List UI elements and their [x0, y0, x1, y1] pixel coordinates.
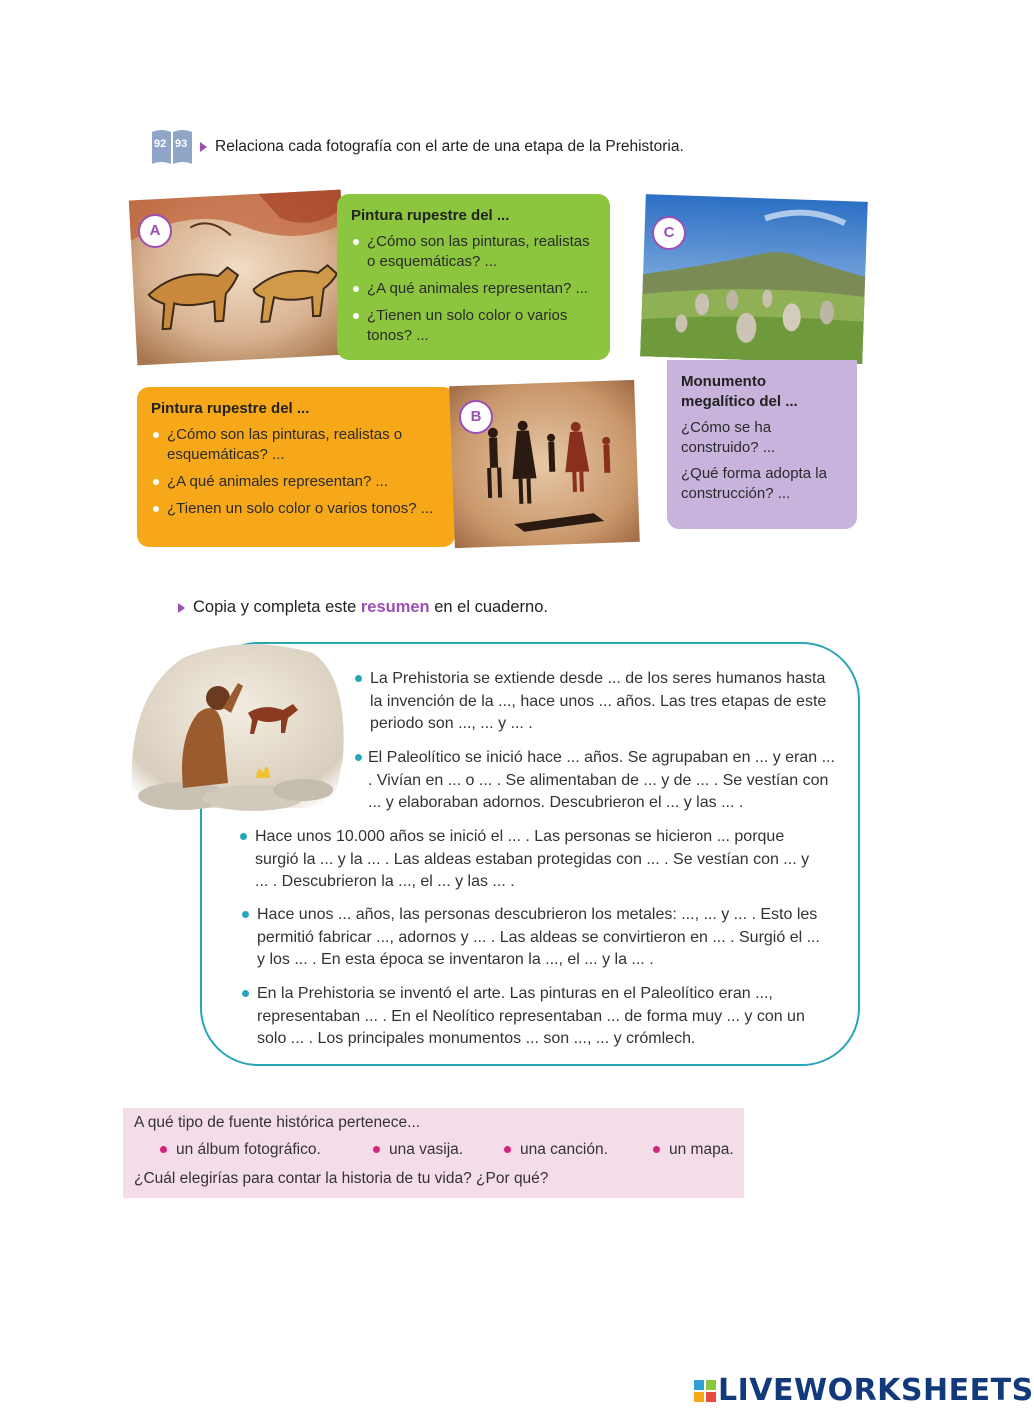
summary-item [368, 747, 842, 815]
summary-text-2: El Paleolítico se inició hace ... años. Se agrupaban en ... y eran ... . Vivían en ... o ... . Se alimentaban de ... y de ... . Se vestían con ... y elaboraban adornos. Descubrieron el ... y las ... . [368, 749, 835, 811]
source-option: un mapa. [653, 1141, 734, 1159]
source-option: un álbum fotográfico. [160, 1141, 321, 1159]
liveworksheets-logo: LIVEWORKSHEETS [718, 1373, 1034, 1408]
badge-c: C [652, 216, 686, 250]
summary-text-5: En la Prehistoria se inventó el arte. Las pinturas en el Paleolítico eran ..., representaban ... . En el Neolítico representaban ... de forma muy ... y con un solo ... . Los principales monumentos ... son ..., ... y crómlech. [257, 985, 805, 1047]
sources-question: A qué tipo de fuente histórica pertenece... [134, 1114, 421, 1131]
summary-item [370, 668, 840, 736]
book-pages-icon [150, 128, 194, 166]
bullet-icon [653, 1146, 660, 1153]
card-b-question: ¿A qué animales representan? ... [151, 472, 441, 492]
card-a-title: Pintura rupestre del ... [351, 207, 510, 224]
bullet-icon [240, 833, 247, 840]
summary-item [255, 826, 825, 894]
bullet-icon [373, 1146, 380, 1153]
card-b-neolithic-painting [137, 387, 455, 547]
source-option: una canción. [504, 1141, 608, 1159]
bullet-icon [504, 1146, 511, 1153]
summary-text-4: Hace unos ... años, las personas descubrieron los metales: ..., ... y ... . Esto les permitió fabricar ..., adornos y ... . Las aldeas se convirtieron en ... . Surgió el ... y los ... . En esta época se inventaron la ..., el ... y la ... . [257, 906, 820, 968]
card-a-question: ¿Tienen un solo color o varios tonos? ... [351, 306, 596, 346]
summary-text-1: La Prehistoria se extiende desde ... de los seres humanos hasta la invención de la ..., hace unos ... años. Las tres etapas de este periodo son ..., ... y ... . [370, 670, 827, 732]
card-c-megalithic-monument [667, 360, 857, 529]
badge-b: B [459, 400, 493, 434]
highlight-resumen: resumen [360, 598, 430, 616]
bullet-icon [355, 675, 362, 682]
bullet-icon [242, 990, 249, 997]
summary-item [257, 904, 832, 972]
badge-a: A [138, 214, 172, 248]
activity-instruction: Relaciona cada fotografía con el arte de una etapa de la Prehistoria. [200, 138, 684, 156]
card-c-question-shape: ¿Qué forma adopta la construcción? ... [681, 465, 827, 502]
card-b-question: ¿Tienen un solo color o varios tonos? ... [151, 499, 441, 519]
arrow-bullet-icon [178, 603, 185, 613]
source-option: una vasija. [373, 1141, 463, 1159]
card-b-question: ¿Cómo son las pinturas, realistas o esquemáticas? ... [151, 425, 441, 465]
card-b-title: Pintura rupestre del ... [151, 400, 310, 417]
card-a-paleolithic-painting [337, 194, 610, 360]
card-a-question: ¿A qué animales representan? ... [351, 279, 596, 299]
bullet-icon [160, 1146, 167, 1153]
card-a-question: ¿Cómo son las pinturas, realistas o esquemáticas? ... [351, 232, 596, 272]
card-c-question-construction: ¿Cómo se ha construido? ... [681, 419, 776, 456]
summary-text-3: Hace unos 10.000 años se inició el ... . Las personas se hicieron ... porque surgió la ... y la ... . Las aldeas estaban protegidas con ... . Se vestían con ... y ... . Descubrieron la ..., el ... y las ... . [255, 828, 810, 890]
bullet-icon [355, 754, 362, 761]
card-c-title: Monumento megalítico del ... [681, 373, 798, 410]
page-number-left: 92 [154, 138, 167, 150]
sources-followup-question: ¿Cuál elegirías para contar la historia de tu vida? ¿Por qué? [134, 1170, 549, 1187]
liveworksheets-logo-icon [694, 1380, 716, 1407]
summary-instruction: Copia y completa este resumen en el cuaderno. [178, 598, 548, 617]
page-number-right: 93 [175, 138, 188, 150]
summary-item [257, 983, 832, 1051]
cave-painter-illustration [123, 638, 353, 816]
arrow-bullet-icon [200, 142, 207, 152]
bullet-icon [242, 911, 249, 918]
